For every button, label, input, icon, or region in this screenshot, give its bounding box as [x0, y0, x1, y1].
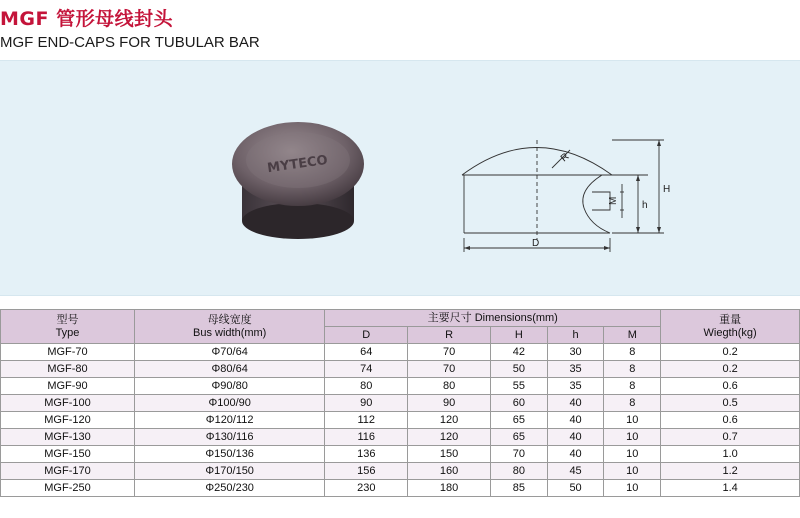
table-cell: Φ70/64: [135, 344, 325, 361]
table-cell: 1.4: [661, 480, 800, 497]
table-cell: 30: [547, 344, 604, 361]
table-cell: 42: [491, 344, 548, 361]
table-cell: MGF-100: [1, 395, 135, 412]
label-d: D: [532, 238, 540, 249]
table-row: [1, 361, 800, 378]
table-cell: 35: [547, 378, 604, 395]
table-cell: 65: [491, 429, 548, 446]
table-cell: 0.6: [661, 378, 800, 395]
table-cell: Φ120/112: [135, 412, 325, 429]
table-cell: Φ250/230: [135, 480, 325, 497]
table-cell: 80: [491, 463, 548, 480]
table-cell: 80: [408, 378, 491, 395]
table-cell: Φ80/64: [135, 361, 325, 378]
table-cell: Φ150/136: [135, 446, 325, 463]
end-cap-photo: [228, 76, 368, 256]
table-cell: 180: [408, 480, 491, 497]
header-type: 型号 Type: [1, 310, 135, 344]
table-row: [1, 463, 800, 480]
table-cell: 10: [604, 412, 661, 429]
table-cell: 120: [408, 429, 491, 446]
table-row: [1, 480, 800, 497]
table-cell: 230: [325, 480, 408, 497]
table-cell: Φ100/90: [135, 395, 325, 412]
table-cell: 50: [547, 480, 604, 497]
table-cell: 8: [604, 395, 661, 412]
table-row: [1, 446, 800, 463]
label-m: M: [608, 196, 619, 205]
table-cell: 50: [491, 361, 548, 378]
table-row: [1, 344, 800, 361]
table-cell: 60: [491, 395, 548, 412]
table-cell: 40: [547, 412, 604, 429]
table-cell: 8: [604, 344, 661, 361]
table-cell: MGF-250: [1, 480, 135, 497]
label-h-small: h: [642, 200, 648, 211]
table-cell: 35: [547, 361, 604, 378]
table-cell: 1.0: [661, 446, 800, 463]
table-cell: 8: [604, 361, 661, 378]
table-cell: 0.6: [661, 412, 800, 429]
table-cell: 85: [491, 480, 548, 497]
table-cell: 0.5: [661, 395, 800, 412]
table-cell: 10: [604, 480, 661, 497]
header-weight: 重量 Wiegth(kg): [661, 310, 800, 344]
page-title-en: MGF END-CAPS FOR TUBULAR BAR: [0, 34, 260, 51]
table-cell: 0.2: [661, 344, 800, 361]
table-cell: 70: [491, 446, 548, 463]
table-row: [1, 378, 800, 395]
table-cell: MGF-170: [1, 463, 135, 480]
header-h: h: [547, 327, 604, 344]
table-cell: 10: [604, 463, 661, 480]
header-bus-width: 母线宽度 Bus width(mm): [135, 310, 325, 344]
table-row: [1, 412, 800, 429]
table-cell: MGF-120: [1, 412, 135, 429]
label-h-large: H: [663, 184, 671, 195]
header-r: R: [408, 327, 491, 344]
table-cell: 160: [408, 463, 491, 480]
table-cell: 1.2: [661, 463, 800, 480]
table-cell: 10: [604, 429, 661, 446]
table-cell: 40: [547, 429, 604, 446]
table-cell: Φ170/150: [135, 463, 325, 480]
label-r: R: [558, 151, 572, 165]
table-cell: MGF-150: [1, 446, 135, 463]
table-cell: 8: [604, 378, 661, 395]
table-cell: 120: [408, 412, 491, 429]
table-cell: MGF-90: [1, 378, 135, 395]
table-cell: 10: [604, 446, 661, 463]
table-cell: 40: [547, 446, 604, 463]
table-cell: 55: [491, 378, 548, 395]
table-cell: Φ90/80: [135, 378, 325, 395]
table-cell: MGF-80: [1, 361, 135, 378]
table-cell: 116: [325, 429, 408, 446]
table-cell: 112: [325, 412, 408, 429]
table-cell: 90: [325, 395, 408, 412]
table-cell: MGF-70: [1, 344, 135, 361]
table-cell: 74: [325, 361, 408, 378]
table-cell: 80: [325, 378, 408, 395]
embossed-logo: MYTECO: [266, 152, 329, 177]
table-cell: 70: [408, 361, 491, 378]
table-cell: 40: [547, 395, 604, 412]
table-cell: 0.2: [661, 361, 800, 378]
header-d: D: [325, 327, 408, 344]
page-title-cn: MGF 管形母线封头: [0, 8, 174, 30]
table-cell: 65: [491, 412, 548, 429]
header-m: M: [604, 327, 661, 344]
table-cell: 0.7: [661, 429, 800, 446]
table-cell: 156: [325, 463, 408, 480]
table-cell: 45: [547, 463, 604, 480]
table-cell: 136: [325, 446, 408, 463]
header-dimensions: 主要尺寸 Dimensions(mm): [325, 310, 661, 327]
table-cell: Φ130/116: [135, 429, 325, 446]
header-hh: H: [491, 327, 548, 344]
table-cell: MGF-130: [1, 429, 135, 446]
specification-table: [0, 309, 800, 497]
end-cap-dimension-drawing: [452, 80, 682, 270]
table-cell: 90: [408, 395, 491, 412]
table-cell: 64: [325, 344, 408, 361]
table-cell: 70: [408, 344, 491, 361]
table-row: [1, 395, 800, 412]
table-row: [1, 429, 800, 446]
table-cell: 150: [408, 446, 491, 463]
